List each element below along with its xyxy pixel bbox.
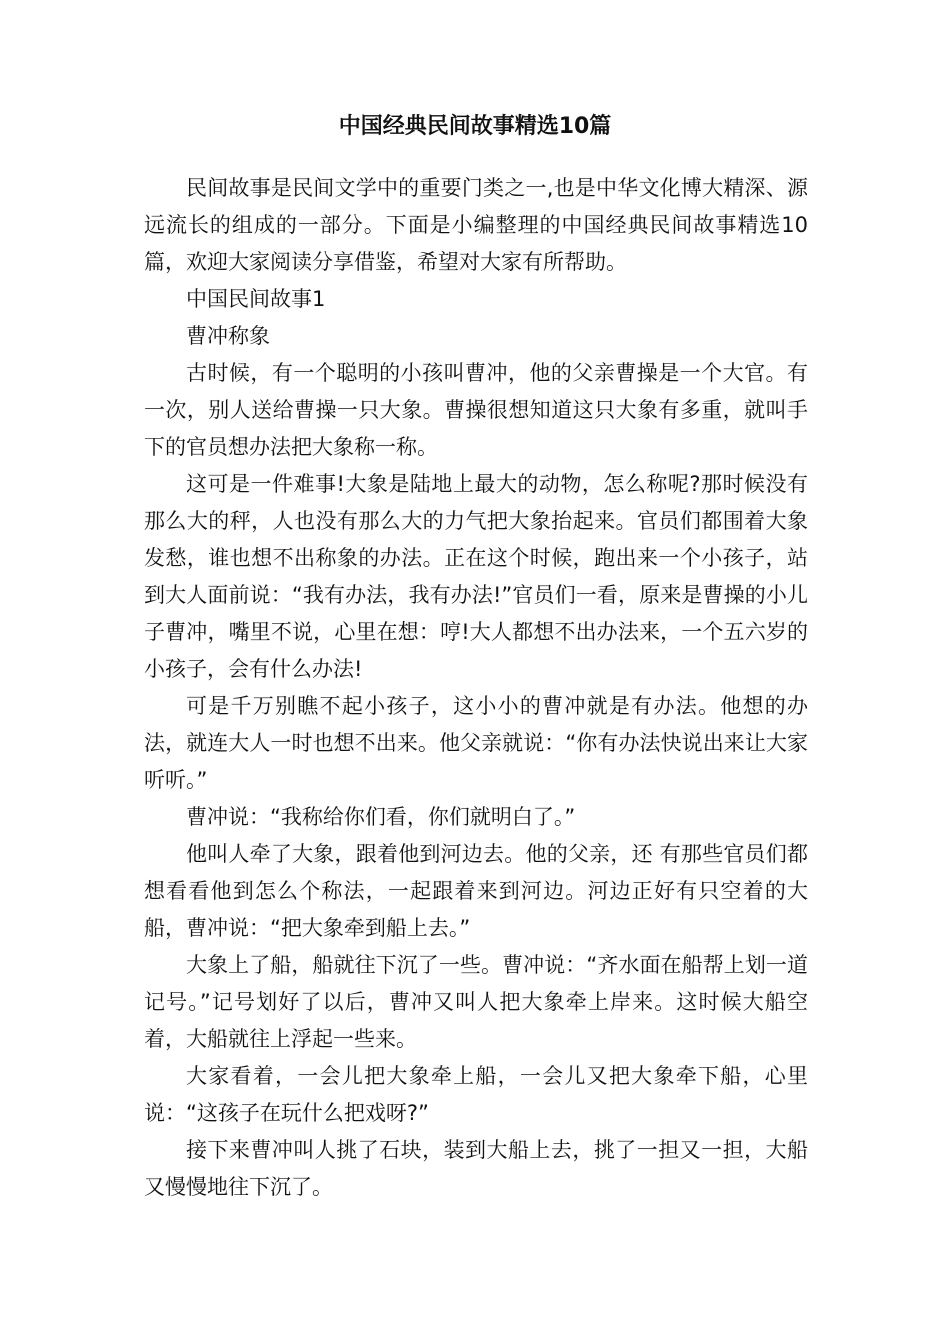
body-paragraph: 大家看着，一会儿把大象牵上船，一会儿又把大象牵下船，心里说：“这孩子在玩什么把戏呀?” bbox=[144, 1064, 808, 1125]
body-paragraph: 可是千万别瞧不起小孩子，这小小的曹冲就是有办法。他想的办法，就连大人一时也想不出来。他父亲就说：“你有办法快说出来让大家听听。” bbox=[144, 694, 808, 792]
body-paragraph: 古时候，有一个聪明的小孩叫曹冲，他的父亲曹操是一个大官。有一次，别人送给曹操一只大象。曹操很想知道这只大象有多重，就叫手下的官员想办法把大象称一称。 bbox=[144, 361, 808, 459]
body-paragraph: 曹冲说：“我称给你们看，你们就明白了。” bbox=[186, 805, 576, 829]
body-paragraph: 大象上了船，船就往下沉了一些。曹冲说：“齐水面在船帮上划一道记号。”记号划好了以后，曹冲又叫人把大象牵上岸来。这时候大船空着，大船就往上浮起一些来。 bbox=[144, 953, 808, 1051]
intro-paragraph: 民间故事是民间文学中的重要门类之一,也是中华文化博大精深、源远流长的组成的一部分。下面是小编整理的中国经典民间故事精选10篇，欢迎大家阅读分享借鉴，希望对大家有所帮助。 bbox=[144, 176, 808, 274]
story-title: 曹冲称象 bbox=[186, 324, 270, 348]
document-title: 中国经典民间故事精选10篇 bbox=[338, 114, 612, 139]
body-paragraph: 接下来曹冲叫人挑了石块，装到大船上去，挑了一担又一担，大船又慢慢地往下沉了。 bbox=[144, 1138, 808, 1199]
body-paragraph: 这可是一件难事!大象是陆地上最大的动物，怎么称呢?那时候没有那么大的秤，人也没有那么大的力气把大象抬起来。官员们都围着大象发愁，谁也想不出称象的办法。正在这个时候，跑出来一个小孩子，站到大人面前说：“我有办法，我有办法!”官员们一看，原来是曹操的小儿子曹冲，嘴里不说，心里在想：哼!大人都想不出办法来，一个五六岁的小孩子，会有什么办法! bbox=[144, 472, 808, 681]
document-body bbox=[144, 170, 808, 1206]
body-paragraph: 他叫人牵了大象，跟着他到河边去。他的父亲，还 有那些官员们都想看看他到怎么个称法，一起跟着来到河边。河边正好有只空着的大船，曹冲说：“把大象牵到船上去。” bbox=[144, 842, 808, 940]
section-heading: 中国民间故事1 bbox=[186, 287, 326, 311]
